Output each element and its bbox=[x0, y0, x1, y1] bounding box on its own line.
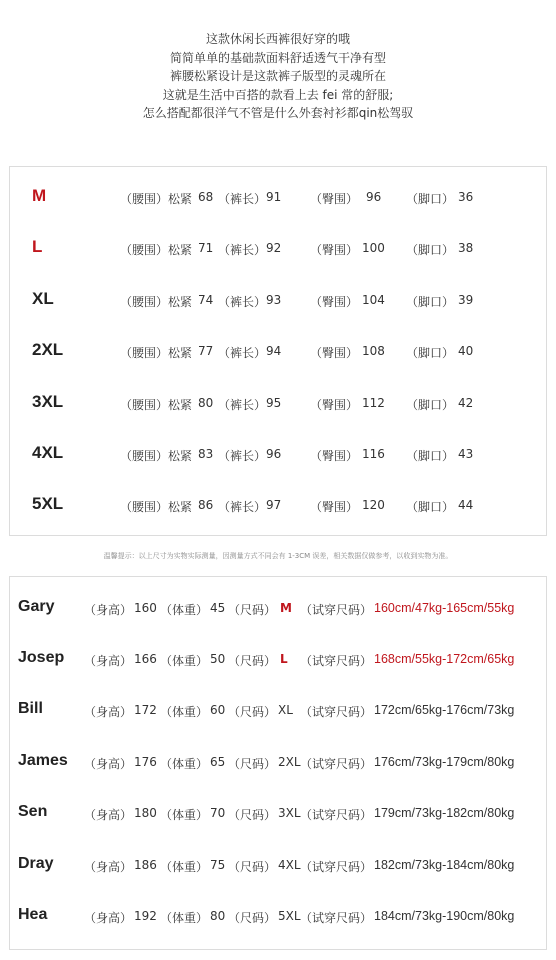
waist-label: （腰围）松紧 bbox=[120, 449, 193, 463]
description-line: 这就是生活中百搭的款看上去 fei 常的舒服; bbox=[162, 87, 394, 102]
description-line: 怎么搭配都很洋气不管是什么外套衬衫都qin松驾驭 bbox=[142, 106, 414, 120]
hem-value: 43 bbox=[458, 447, 474, 461]
height-value: 166 bbox=[134, 652, 157, 666]
height-label: （身高） bbox=[84, 757, 133, 771]
weight-label: （体重） bbox=[160, 705, 209, 719]
weight-value: 50 bbox=[210, 652, 226, 666]
size-row bbox=[10, 285, 546, 315]
length-value: 97 bbox=[266, 498, 282, 512]
model-row bbox=[10, 695, 546, 725]
description-line: 简简单单的基础款面料舒适透气干净有型 bbox=[169, 50, 386, 65]
model-row bbox=[10, 850, 546, 880]
hem-label: （脚口） bbox=[406, 192, 455, 206]
hem-label: （脚口） bbox=[406, 398, 455, 412]
model-name: Sen bbox=[18, 803, 48, 820]
size-row bbox=[10, 490, 546, 520]
length-label: （裤长） bbox=[218, 500, 267, 514]
trial-label: （试穿尺码） bbox=[300, 860, 373, 874]
height-value: 172 bbox=[134, 703, 157, 717]
trial-label: （试穿尺码） bbox=[300, 603, 373, 617]
hem-value: 38 bbox=[458, 241, 474, 255]
size-label: （尺码） bbox=[228, 860, 277, 874]
length-label: （裤长） bbox=[218, 295, 267, 309]
waist-value: 68 bbox=[198, 190, 214, 204]
height-value: 180 bbox=[134, 806, 157, 820]
height-value: 160 bbox=[134, 601, 157, 615]
hem-value: 39 bbox=[458, 293, 474, 307]
length-value: 96 bbox=[266, 447, 282, 461]
length-label: （裤长） bbox=[218, 346, 267, 360]
weight-value: 80 bbox=[210, 909, 226, 923]
weight-value: 45 bbox=[210, 601, 226, 615]
size-label: M bbox=[32, 186, 47, 205]
hem-label: （脚口） bbox=[406, 449, 455, 463]
size-value: L bbox=[280, 652, 288, 666]
model-row bbox=[10, 901, 546, 931]
model-name: Hea bbox=[18, 906, 48, 923]
size-value: M bbox=[280, 601, 292, 615]
size-row bbox=[10, 182, 546, 212]
size-label: 5XL bbox=[32, 494, 64, 513]
size-row bbox=[10, 388, 546, 418]
trial-value: 176cm/73kg-179cm/80kg bbox=[374, 755, 515, 769]
model-name: James bbox=[18, 752, 68, 769]
length-value: 91 bbox=[266, 190, 282, 204]
height-value: 192 bbox=[134, 909, 157, 923]
hip-value: 116 bbox=[362, 447, 385, 461]
waist-value: 74 bbox=[198, 293, 214, 307]
trial-value: 168cm/55kg-172cm/65kg bbox=[374, 652, 515, 666]
height-value: 176 bbox=[134, 755, 157, 769]
size-label: 4XL bbox=[32, 443, 64, 462]
trial-label: （试穿尺码） bbox=[300, 911, 373, 925]
weight-label: （体重） bbox=[160, 757, 209, 771]
trial-value: 179cm/73kg-182cm/80kg bbox=[374, 806, 515, 820]
waist-label: （腰围）松紧 bbox=[120, 192, 193, 206]
size-label: （尺码） bbox=[228, 603, 277, 617]
size-chart-table bbox=[9, 166, 547, 536]
hip-value: 120 bbox=[362, 498, 385, 512]
hip-value: 112 bbox=[362, 396, 385, 410]
hip-label: （臀围） bbox=[310, 500, 359, 514]
weight-label: （体重） bbox=[160, 603, 209, 617]
description-line: 裤腰松紧设计是这款裤子版型的灵魂所在 bbox=[169, 69, 386, 83]
hem-value: 40 bbox=[458, 344, 474, 358]
model-row bbox=[10, 593, 546, 623]
height-value: 186 bbox=[134, 858, 157, 872]
trial-value: 184cm/73kg-190cm/80kg bbox=[374, 909, 515, 923]
waist-value: 77 bbox=[198, 344, 214, 358]
hem-value: 42 bbox=[458, 396, 474, 410]
length-label: （裤长） bbox=[218, 243, 267, 257]
measurement-note: 温馨提示：以上尺寸为实物实际测量，因测量方式不同会有 1-3CM 误差，相关数据仅做参考，以收到实物为准。 bbox=[103, 552, 453, 560]
length-label: （裤长） bbox=[218, 449, 267, 463]
hem-label: （脚口） bbox=[406, 346, 455, 360]
hem-label: （脚口） bbox=[406, 243, 455, 257]
waist-value: 71 bbox=[198, 241, 214, 255]
hip-value: 108 bbox=[362, 344, 385, 358]
model-name: Bill bbox=[18, 700, 43, 717]
weight-label: （体重） bbox=[160, 911, 209, 925]
size-label: （尺码） bbox=[228, 705, 277, 719]
size-value: 4XL bbox=[278, 858, 301, 872]
hem-value: 36 bbox=[458, 190, 474, 204]
size-row bbox=[10, 336, 546, 366]
size-value: 3XL bbox=[278, 806, 301, 820]
hip-value: 104 bbox=[362, 293, 385, 307]
weight-value: 70 bbox=[210, 806, 226, 820]
weight-value: 60 bbox=[210, 703, 226, 717]
height-label: （身高） bbox=[84, 808, 133, 822]
length-label: （裤长） bbox=[218, 192, 267, 206]
size-value: 5XL bbox=[278, 909, 301, 923]
product-description bbox=[0, 30, 556, 123]
model-name: Gary bbox=[18, 598, 55, 615]
model-row bbox=[10, 747, 546, 777]
length-value: 94 bbox=[266, 344, 282, 358]
height-label: （身高） bbox=[84, 911, 133, 925]
waist-value: 80 bbox=[198, 396, 214, 410]
description-line: 这款休闲长西裤很好穿的哦 bbox=[205, 32, 350, 46]
waist-label: （腰围）松紧 bbox=[120, 243, 193, 257]
size-label: 2XL bbox=[32, 340, 64, 359]
trial-label: （试穿尺码） bbox=[300, 808, 373, 822]
trial-label: （试穿尺码） bbox=[300, 705, 373, 719]
hip-label: （臀围） bbox=[310, 243, 359, 257]
hip-label: （臀围） bbox=[310, 346, 359, 360]
trial-value: 182cm/73kg-184cm/80kg bbox=[374, 858, 515, 872]
length-value: 92 bbox=[266, 241, 282, 255]
hip-label: （臀围） bbox=[310, 295, 359, 309]
size-label: 3XL bbox=[32, 392, 64, 411]
trial-value: 160cm/47kg-165cm/55kg bbox=[374, 601, 515, 615]
trial-value: 172cm/65kg-176cm/73kg bbox=[374, 703, 515, 717]
size-label: （尺码） bbox=[228, 757, 277, 771]
size-label: （尺码） bbox=[228, 808, 277, 822]
weight-value: 65 bbox=[210, 755, 226, 769]
model-name: Dray bbox=[18, 855, 54, 872]
model-row bbox=[10, 644, 546, 674]
trial-label: （试穿尺码） bbox=[300, 654, 373, 668]
size-label: L bbox=[32, 237, 43, 256]
hem-value: 44 bbox=[458, 498, 474, 512]
height-label: （身高） bbox=[84, 654, 133, 668]
model-name: Josep bbox=[18, 649, 65, 666]
hip-value: 96 bbox=[366, 190, 382, 204]
waist-label: （腰围）松紧 bbox=[120, 295, 193, 309]
length-value: 93 bbox=[266, 293, 282, 307]
length-label: （裤长） bbox=[218, 398, 267, 412]
size-label: （尺码） bbox=[228, 654, 277, 668]
weight-value: 75 bbox=[210, 858, 226, 872]
waist-label: （腰围）松紧 bbox=[120, 500, 193, 514]
height-label: （身高） bbox=[84, 603, 133, 617]
height-label: （身高） bbox=[84, 705, 133, 719]
hip-label: （臀围） bbox=[310, 449, 359, 463]
hem-label: （脚口） bbox=[406, 500, 455, 514]
waist-value: 86 bbox=[198, 498, 214, 512]
size-label: XL bbox=[32, 289, 54, 308]
trial-label: （试穿尺码） bbox=[300, 757, 373, 771]
model-row bbox=[10, 798, 546, 828]
waist-label: （腰围）松紧 bbox=[120, 346, 193, 360]
hip-label: （臀围） bbox=[310, 398, 359, 412]
weight-label: （体重） bbox=[160, 860, 209, 874]
size-value: 2XL bbox=[278, 755, 301, 769]
hip-label: （臀围） bbox=[310, 192, 359, 206]
waist-label: （腰围）松紧 bbox=[120, 398, 193, 412]
hip-value: 100 bbox=[362, 241, 385, 255]
size-row bbox=[10, 439, 546, 469]
waist-value: 83 bbox=[198, 447, 214, 461]
size-row bbox=[10, 233, 546, 263]
size-label: （尺码） bbox=[228, 911, 277, 925]
weight-label: （体重） bbox=[160, 808, 209, 822]
hem-label: （脚口） bbox=[406, 295, 455, 309]
size-value: XL bbox=[278, 703, 293, 717]
weight-label: （体重） bbox=[160, 654, 209, 668]
height-label: （身高） bbox=[84, 860, 133, 874]
length-value: 95 bbox=[266, 396, 282, 410]
model-fit-table bbox=[9, 576, 547, 950]
